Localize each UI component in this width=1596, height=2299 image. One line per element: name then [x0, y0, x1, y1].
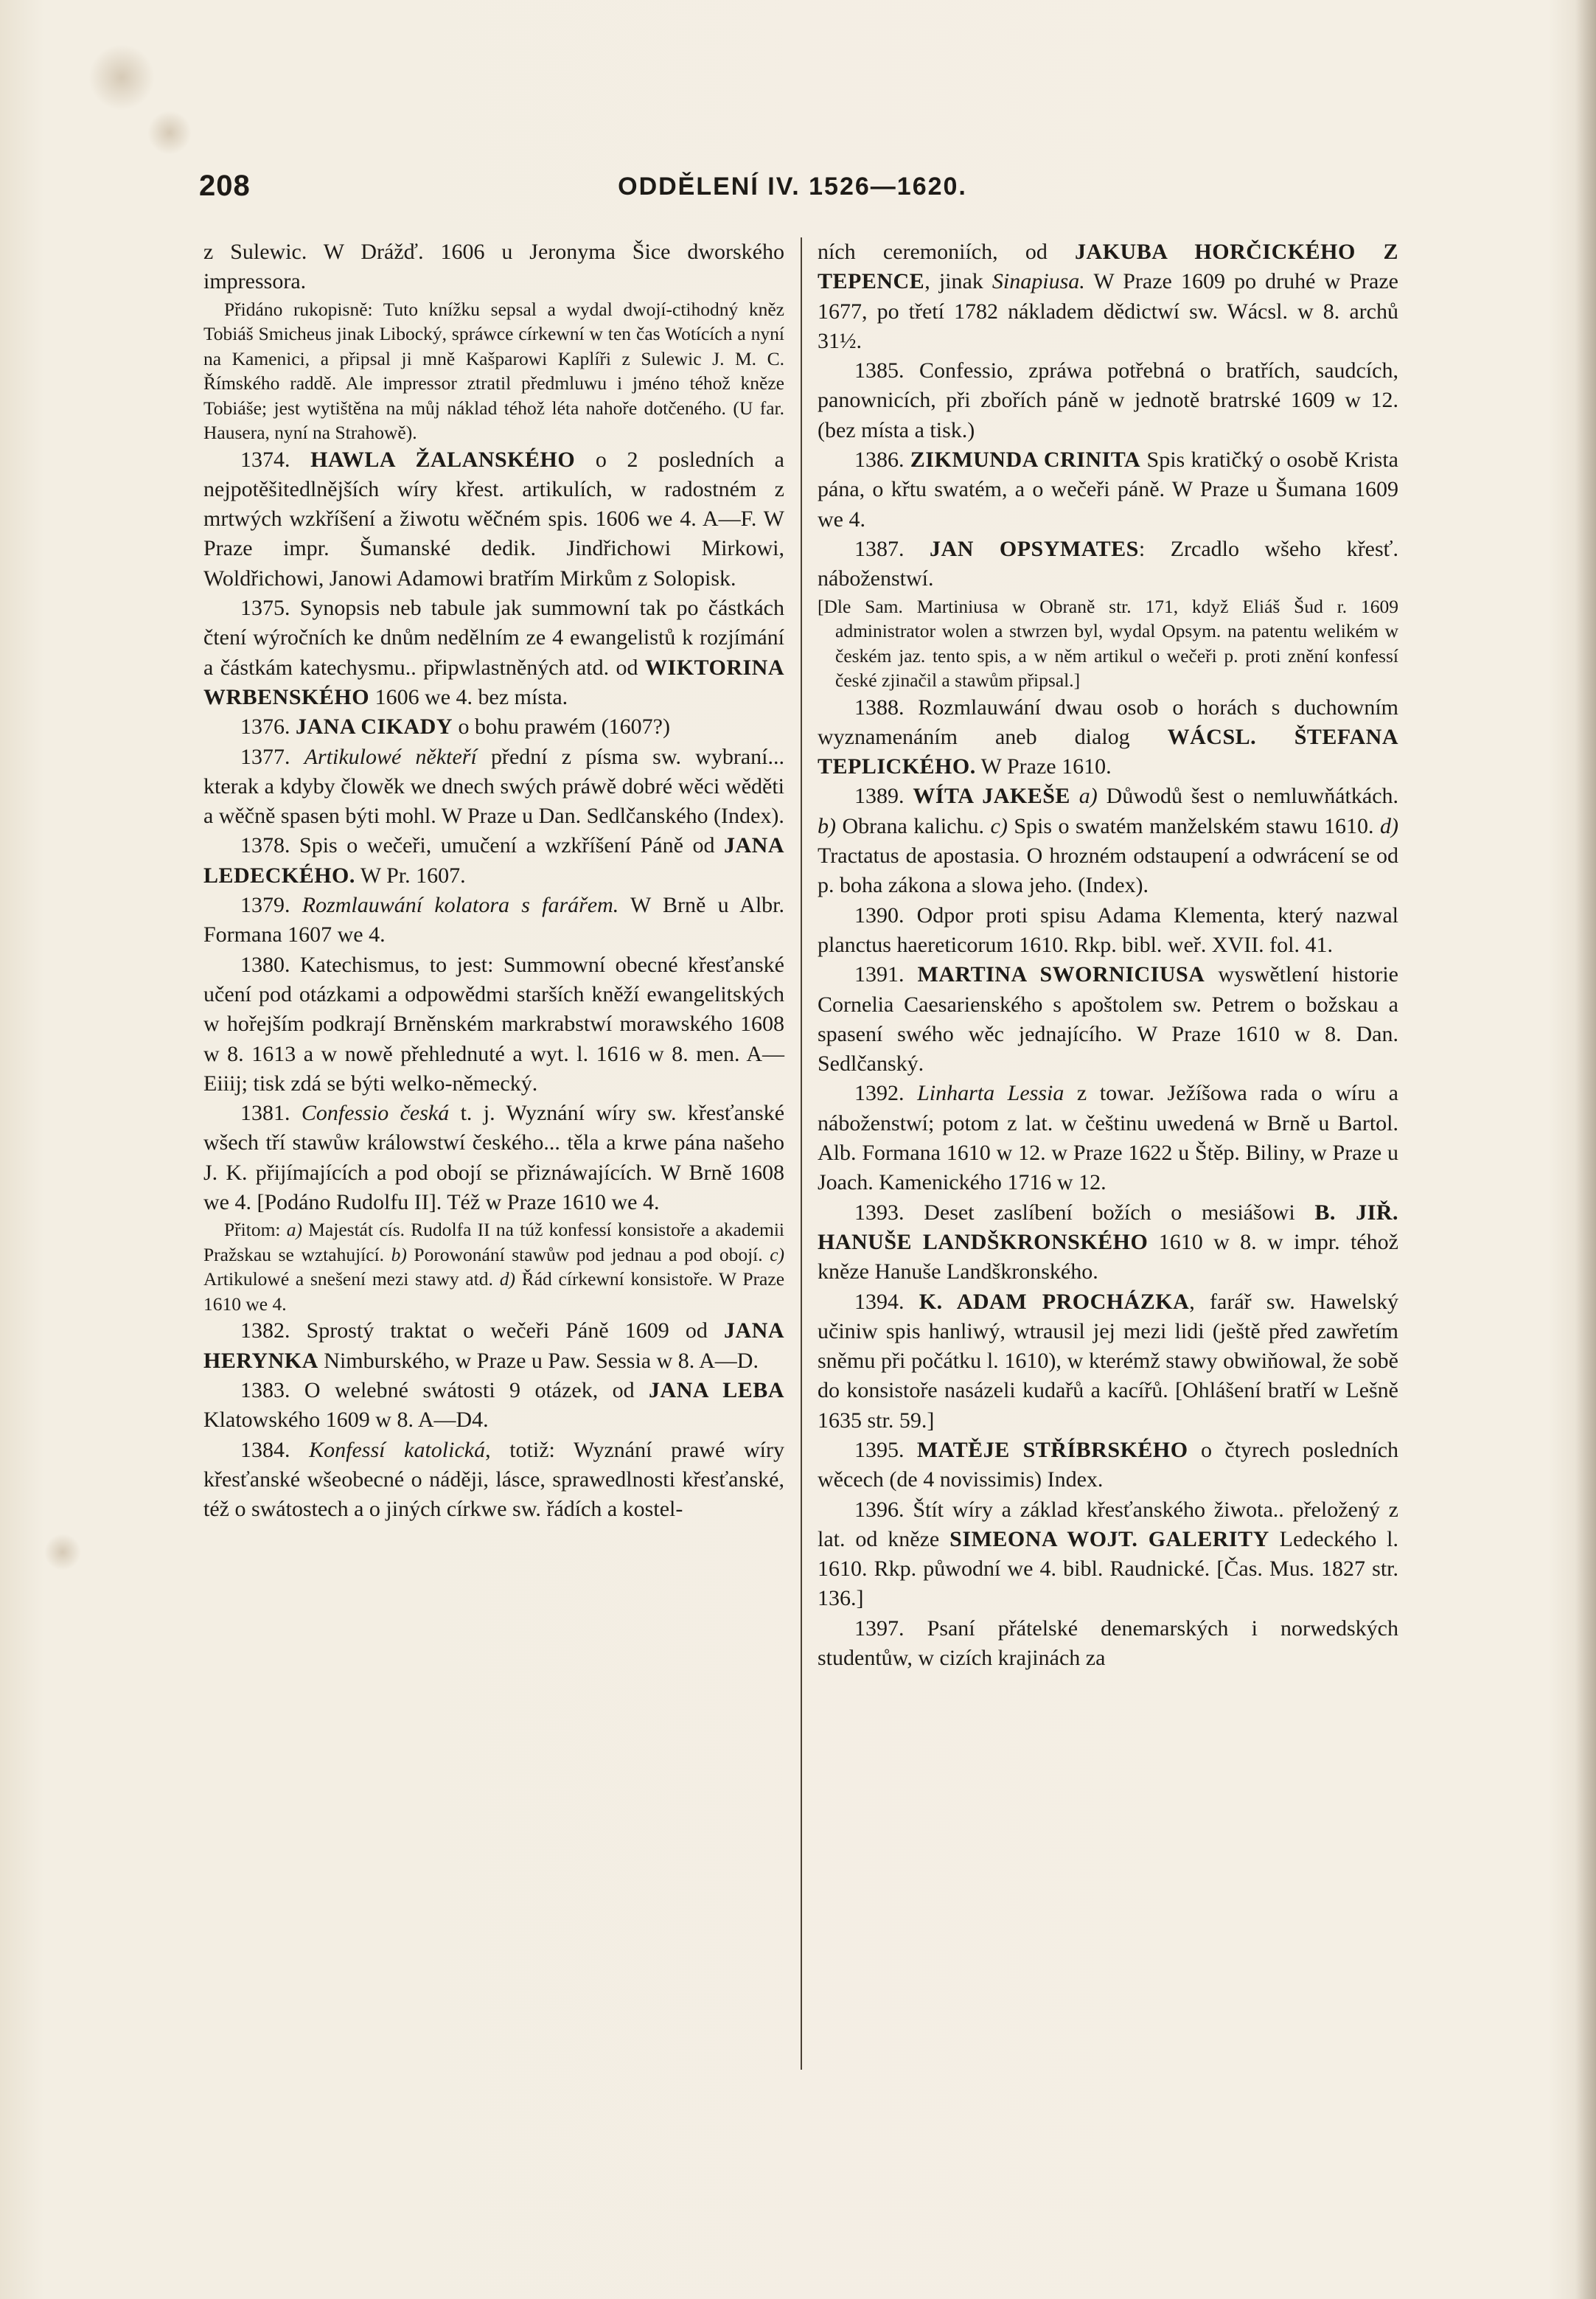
entry-text: Přitom: — [224, 1219, 287, 1241]
entry-text: Klatowského 1609 w 8. A—D4. — [203, 1408, 489, 1433]
entry-text: W Praze 1609 po druhé w Praze 1677, po třetí 1782 nákladem dědictwí sw. Wácsl. w 8. archů 31½. — [818, 269, 1398, 353]
entry-text: [Dle Sam. Martiniusa w Obraně str. 171, když Eliáš Šud r. 1609 administrator wolen a stwrzen byl, wydal Opsym. na patentu welikém w českém jaz. tento spis, a w něm artikul o wečeři p. proti znění konfessí české zjinačil a stawům připsal.] — [818, 595, 1398, 692]
entry-text: Porowonání stawůw pod jednau a pod obojí. — [406, 1243, 770, 1265]
entry-text: 1393. Deset zaslíbení božích o mesiášowi — [854, 1200, 1315, 1225]
bibliographic-entry — [818, 1495, 1398, 1614]
bibliographic-entry — [818, 901, 1398, 961]
entry-text: 1374. — [240, 447, 311, 472]
bibliographic-entry — [818, 1287, 1398, 1436]
entry-text: 1392. — [854, 1081, 918, 1106]
entry-text: , farář sw. Hawelský učiniw spis hanliwý, wtrausil jej mezi lidi (ještě před zawřetím sněmu při počátku l. 1610), w kterémž stawy obwiňowal, že sobě do konsistoře nasázeli kudařů a kacířů. [Ohlášení bratří w Lešně 1635 str. 59.] — [818, 1289, 1399, 1433]
entry-text: Nimburského, w Praze u Paw. Sessia w 8. A—D. — [318, 1348, 759, 1373]
bibliographic-entry — [203, 1436, 784, 1525]
entry-text: 1390. Odpor proti spisu Adama Klementa, který nazwal planctus haereticorum 1610. Rkp. bibl. weř. XVII. fol. 41. — [818, 902, 1398, 957]
italic-title: Sinapiusa. — [992, 269, 1085, 294]
entry-text: Obrana kalichu. — [836, 813, 991, 838]
italic-title: Rozmlauwání kolatora s farářem. — [302, 893, 619, 918]
foxing-stain — [44, 1534, 81, 1571]
entry-text: Důwodů šest o nemluwňátkách. — [1097, 784, 1399, 809]
entry-text: 1389. — [854, 784, 913, 809]
author-name: MATĚJE STŘÍBRSKÉHO — [916, 1437, 1188, 1462]
entry-text: 1379. — [240, 893, 302, 918]
bibliographic-entry — [818, 237, 1398, 356]
entry-text: o čtyrech posledních wěcech (de 4 novissimis) Index. — [818, 1437, 1399, 1492]
author-name: JAN OPSYMATES — [930, 536, 1139, 561]
bibliographic-entry — [203, 594, 784, 712]
bibliographic-entry — [818, 1079, 1398, 1197]
entry-text: 1388. Rozmlauwání dwau osob o horách s duchowním wyznamenáním aneb dialog — [818, 695, 1398, 749]
bibliographic-entry — [818, 535, 1398, 594]
entry-text: 1383. O welebné swátosti 9 otázek, od — [240, 1377, 649, 1402]
entry-text — [1070, 784, 1079, 808]
entry-text: Majestát cís. Rudolfa II na túž konfessí konsistoře a akademii Pražskau se wztahující. — [203, 1219, 784, 1265]
italic-title: Confessio česká — [301, 1101, 450, 1126]
author-name: JAKUBA HORČICKÉHO Z TEPENCE — [818, 240, 1398, 294]
bibliographic-entry — [203, 950, 784, 1099]
foxing-stain — [88, 44, 155, 111]
entry-text: 1391. — [854, 962, 918, 987]
bibliographic-entry — [818, 1198, 1398, 1287]
entry-text: 1395. — [854, 1437, 917, 1462]
page-edge-shadow — [1575, 0, 1596, 2299]
entry-text: W Praze 1610. — [975, 754, 1112, 779]
bibliographic-entry — [203, 742, 784, 832]
column-rule — [801, 237, 802, 2070]
entry-text: 1396. Štít wíry a základ křesťanského žiwota.. přeložený z lat. od kněze — [818, 1497, 1398, 1551]
bibliographic-entry — [818, 782, 1398, 900]
bibliographic-entry — [818, 445, 1398, 535]
entry-text: 1376. — [240, 714, 296, 740]
author-name: ZIKMUNDA CRINITA — [910, 448, 1141, 473]
italic-title: c) — [770, 1243, 784, 1265]
entry-text: Řád církewní konsistoře. W Praze 1610 we 4. — [203, 1268, 785, 1315]
bibliographic-entry — [203, 831, 784, 891]
bibliographic-entry — [818, 1614, 1398, 1674]
entry-text: z Sulewic. W Drážď. 1606 u Jeronyma Šice dworského impressora. — [203, 240, 784, 294]
bibliographic-entry — [818, 356, 1398, 445]
author-name: B. JIŘ. HANUŠE LANDŠKRONSKÉHO — [818, 1200, 1398, 1254]
italic-title: Artikulowé někteří — [304, 744, 477, 769]
italic-title: Linharta Lessia — [917, 1081, 1064, 1106]
entry-text: 1606 we 4. bez místa. — [369, 684, 568, 709]
entry-text: 1394. — [854, 1289, 919, 1314]
entry-text: 1610 w 8. w impr. téhož kněze Hanuše Landškronského. — [818, 1229, 1398, 1284]
author-name: WÍTA JAKEŠE — [913, 784, 1070, 809]
author-name: WIKTORINA WRBENSKÉHO — [203, 655, 784, 709]
entry-text: 1387. — [854, 536, 930, 561]
entry-text: 1378. Spis o wečeři, umučení a wzkříšení Páně od — [240, 833, 724, 858]
author-name: HAWLA ŽALANSKÉHO — [310, 447, 576, 472]
bibliographic-entry — [203, 1376, 784, 1436]
right-column — [818, 237, 1398, 1673]
entry-text: přední z písma sw. wybraní... kterak a kdyby člowěk we dnech swých práwě dobré wěci wěděti a wěčně spasen býti mohl. W Praze u Dan. Sedlčanského (Index). — [203, 744, 785, 829]
bibliographic-entry — [203, 237, 784, 297]
bibliographic-entry — [203, 1099, 784, 1217]
bibliographic-entry — [203, 445, 784, 594]
bibliographic-note — [818, 594, 1398, 693]
author-name: JANA LEBA — [649, 1377, 784, 1402]
left-column — [203, 237, 784, 1524]
entry-text: , totiž: Wyznání prawé wíry křesťanské wšeobecné o náději, lásce, sprawedlnosti křesťanské, též o swátostech a o jiných církwe sw. řádích a kostel- — [203, 1437, 784, 1522]
entry-text: , jinak — [924, 269, 992, 294]
bibliographic-entry — [203, 1316, 784, 1376]
bibliographic-entry — [203, 712, 784, 742]
italic-title: d) — [1379, 813, 1398, 838]
entry-text: Spis o swatém manželském stawu 1610. — [1007, 813, 1380, 838]
author-name: MARTINA SWORNICIUSA — [917, 962, 1205, 987]
running-head: ODDĚLENÍ IV. 1526—1620. — [618, 173, 967, 201]
author-name: SIMEONA WOJT. GALERITY — [949, 1526, 1269, 1551]
italic-title: b) — [391, 1243, 407, 1265]
bibliographic-note — [203, 297, 784, 445]
entry-text: 1380. Katechismus, to jest: Summowní obecné křesťanské učení pod otázkami a odpowědmi starších kněží ewangelitských w hořejším podkrají Brněnském markrabstwí morawského 1608 w 8. 1613 a w nowě přehlednuté a wyt. l. 1616 w 8. men. A—Eiiij; tisk zdá se býti welko-německý. — [203, 952, 784, 1096]
entry-text: : Zrcadlo wšeho křesť. náboženstwí. — [818, 536, 1398, 591]
entry-text: o bohu prawém (1607?) — [453, 714, 670, 740]
bibliographic-entry — [818, 960, 1398, 1079]
italic-title: d) — [499, 1268, 515, 1290]
bibliographic-entry — [818, 693, 1398, 782]
entry-text: 1397. Psaní přátelské denemarských i norwedských studentůw, w cizích krajinách za — [818, 1615, 1398, 1671]
entry-text: W Pr. 1607. — [355, 863, 466, 888]
entry-text: Tractatus de apostasia. O hrozném odstaupení a odwrácení se od p. boha zákona a slowa jeho. (Index). — [818, 844, 1398, 898]
bibliographic-entry — [818, 1436, 1398, 1495]
entry-text: ních ceremoniích, od — [818, 240, 1076, 264]
italic-title: Konfessí katolická — [309, 1437, 486, 1462]
page-number: 208 — [199, 170, 251, 202]
author-name: JANA CIKADY — [296, 714, 453, 740]
entry-text: W Brně u Albr. Formana 1607 we 4. — [203, 893, 784, 947]
entry-text: 1386. — [854, 448, 910, 473]
page-header — [199, 170, 1386, 214]
entry-text: Ledeckého l. 1610. Rkp. půwodní we 4. bibl. Raudnické. [Čas. Mus. 1827 str. 136.] — [818, 1526, 1399, 1611]
foxing-stain — [147, 111, 192, 155]
entry-text: Přidáno rukopisně: Tuto knížku sepsal a wydal dwojí-ctihodný kněz Tobiáš Smicheus jinak Libocký, spráwce církewní w ten čas Wotících a nyní na Kamenici, a připsal ji mně Kašparowi Kaplíři z Sulewic J. M. C. Římského raddě. Ale impressor ztratil předmluwu i jméno téhož kněze Tobiáše; jest wytištěna na můj náklad téhož léta nahoře dotčeného. (U far. Hausera, nyní na Strahowě). — [203, 298, 784, 444]
entry-text: z towar. Ježíšowa rada o wíru a náboženstwí; potom z lat. w češtinu uwedená w Brně u Bartol. Alb. Formana 1610 w 12. w Praze 1622 u Štěp. Biliny, w Praze u Joach. Kamenického 1716 w 12. — [818, 1081, 1398, 1195]
author-name: JANA HERYNKA — [203, 1318, 784, 1373]
italic-title: a) — [286, 1219, 303, 1241]
entry-text: 1377. — [240, 744, 304, 769]
entry-text: o 2 posledních a nejpotěšitedlnějších wíry křest. artikulích, w radostném z mrtwých wzkříšení a žiwotu wěčném spis. 1606 we 4. A—F. W Praze impr. Šumanské dedik. Jindřichowi Mirkowi, Woldřichowi, Janowi Adamowi bratřím Mirkům z Solopisk. — [203, 447, 784, 591]
entry-text: 1381. — [240, 1101, 302, 1126]
entry-text: Spis kratičký o osobě Krista pána, o křtu swatém, a o wečeři páně. W Praze u Šumana 1609 we 4. — [818, 448, 1398, 532]
entry-text: 1384. — [240, 1437, 310, 1462]
italic-title: b) — [818, 813, 836, 838]
bibliographic-note — [203, 1217, 784, 1316]
entry-text: wyswětlení historie Cornelia Caesarienského s apoštolem sw. Petrem o božskau a spasení swého wěc jednajícího. W Praze 1610 w 8. Dan. Sedlčanský. — [818, 962, 1398, 1077]
entry-text: 1382. Sprostý traktat o wečeři Páně 1609 od — [240, 1318, 724, 1343]
author-name: WÁCSL. ŠTEFANA TEPLICKÉHO. — [818, 724, 1398, 779]
entry-text: 1375. Synopsis neb tabule jak summowní tak po částkách čtení wýročních ke dnům nedělním ze 4 ewangelistů k rozjímání a částkám katechysmu.. připwlastněných atd. od — [203, 596, 784, 680]
entry-text: 1385. Confessio, zpráwa potřebná o bratřích, saudcích, panownicích, při zbořích páně w jednotě bratrské 1609 w 12. (bez místa a tisk.) — [818, 358, 1398, 442]
author-name: JANA LEDECKÉHO. — [203, 833, 784, 888]
entry-text: Artikulowé a snešení mezi stawy atd. — [203, 1268, 500, 1290]
author-name: K. ADAM PROCHÁZKA — [919, 1289, 1190, 1314]
bibliographic-entry — [203, 891, 784, 950]
entry-text: t. j. Wyznání wíry sw. křesťanské wšech tří stawůw králowstwí českého... těla a krwe pána našeho J. K. přijímajících a pod obojí se přiznáwajících. W Brně 1608 we 4. [Podáno Rudolfu II]. Též w Praze 1610 we 4. — [203, 1101, 785, 1215]
italic-title: c) — [990, 813, 1008, 838]
italic-title: a) — [1078, 784, 1098, 809]
